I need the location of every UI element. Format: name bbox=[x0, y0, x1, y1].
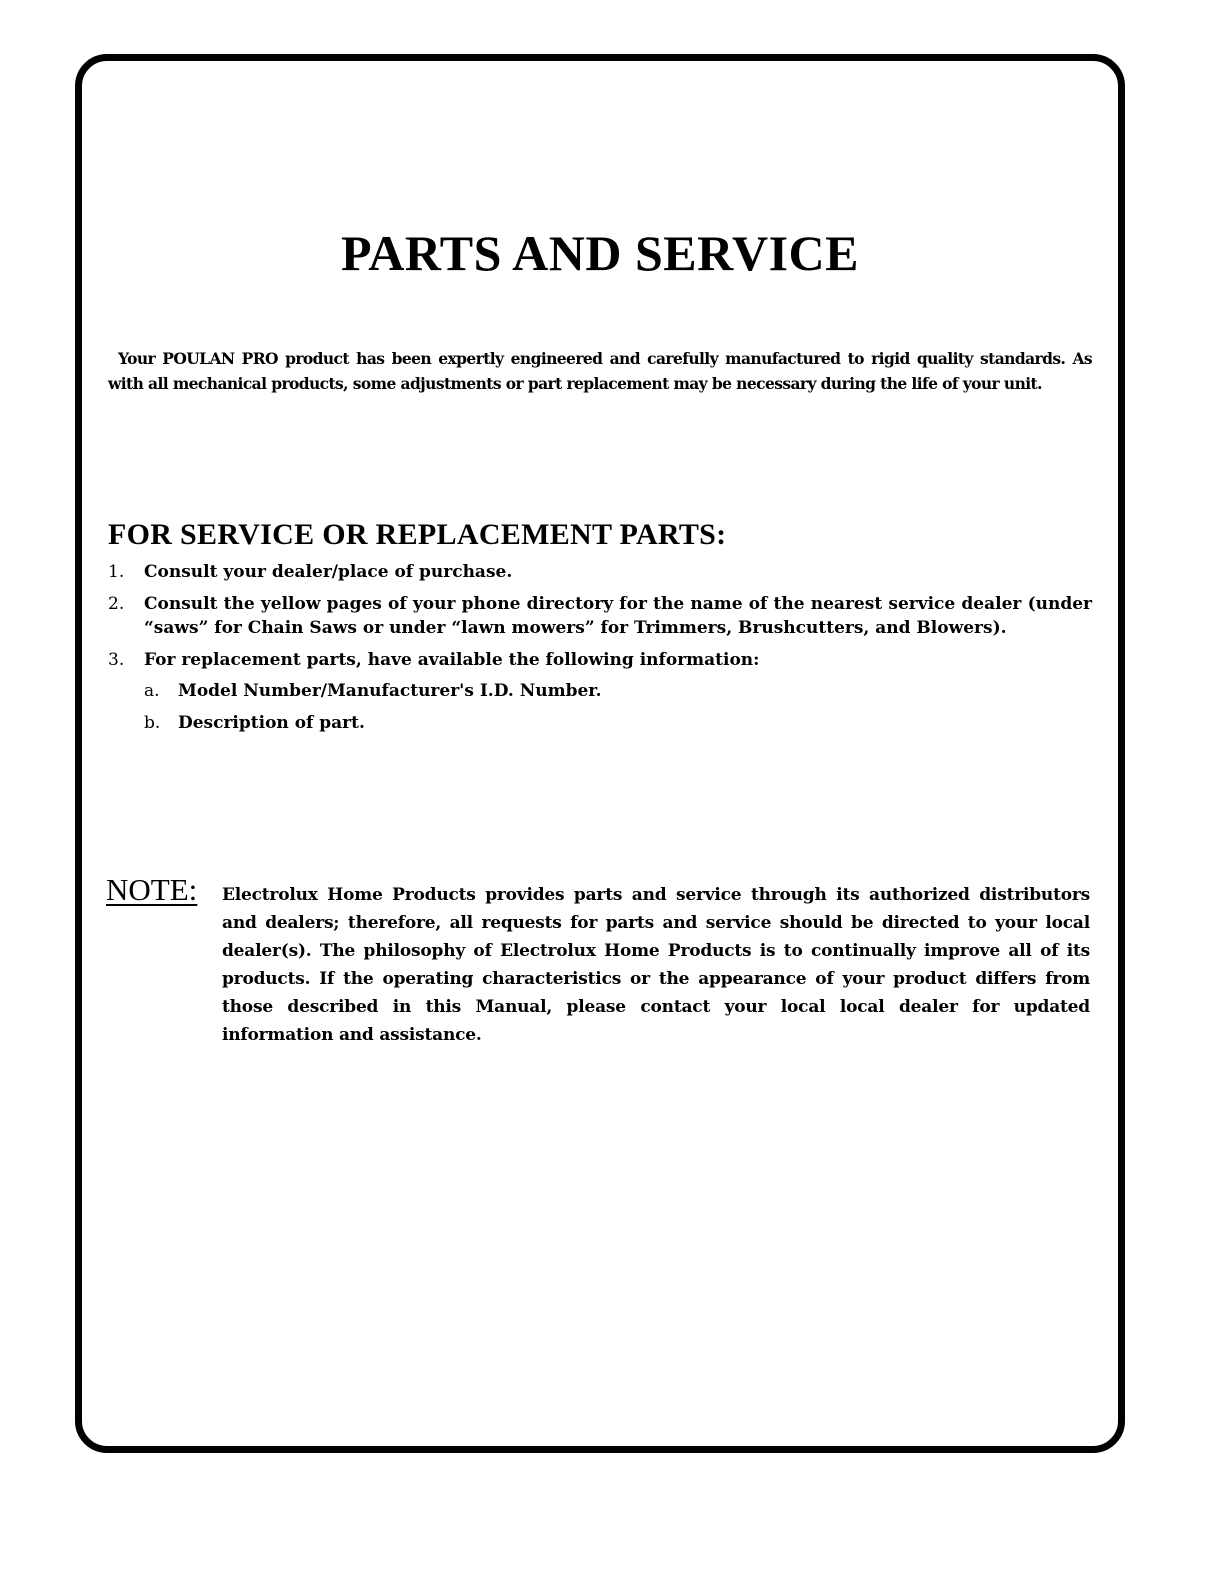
note-label: NOTE: bbox=[106, 872, 198, 907]
step-text: For replacement parts, have available the following information: bbox=[144, 650, 760, 670]
step-number: 1. bbox=[108, 562, 125, 582]
substep-letter: b. bbox=[144, 713, 161, 733]
intro-paragraph: Your POULAN PRO product has been expertly engineered and carefully manufactured to rigid quality standards. As with all mechanical products, some adjustments or part replacement may be necessary during the life of your unit. bbox=[108, 349, 1092, 393]
service-section-heading: FOR SERVICE OR REPLACEMENT PARTS: bbox=[108, 518, 727, 551]
note-text: Electrolux Home Products provides parts and service through its authorized distributors and dealers; therefore, all requests for parts and service should be directed to your local dealer(s). The philosophy of Electrolux Home Products is to continually improve all of its products. If the operating characteristics or the appearance of your product differs from those described in this Manual, please contact your local local dealer for updated information and assistance. bbox=[222, 885, 1090, 1045]
substep-b bbox=[144, 711, 1092, 735]
substep-text: Description of part. bbox=[178, 713, 365, 733]
substep-text: Model Number/Manufacturer's I.D. Number. bbox=[178, 681, 602, 701]
substep-letter: a. bbox=[144, 681, 160, 701]
step-text: Consult the yellow pages of your phone directory for the name of the nearest service dealer (under “saws” for Chain Saws or under “lawn mowers” for Trimmers, Brushcutters, and Blowers). bbox=[144, 594, 1092, 638]
step-1 bbox=[108, 560, 1092, 584]
step-3 bbox=[108, 648, 1092, 735]
service-steps-list bbox=[108, 560, 1092, 743]
substep-a bbox=[144, 679, 1092, 703]
page-title: PARTS AND SERVICE bbox=[340, 225, 860, 281]
step-number: 2. bbox=[108, 594, 125, 614]
step-number: 3. bbox=[108, 650, 125, 670]
step-text: Consult your dealer/place of purchase. bbox=[144, 562, 513, 582]
step-2 bbox=[108, 592, 1092, 640]
substeps-list bbox=[144, 679, 1092, 735]
